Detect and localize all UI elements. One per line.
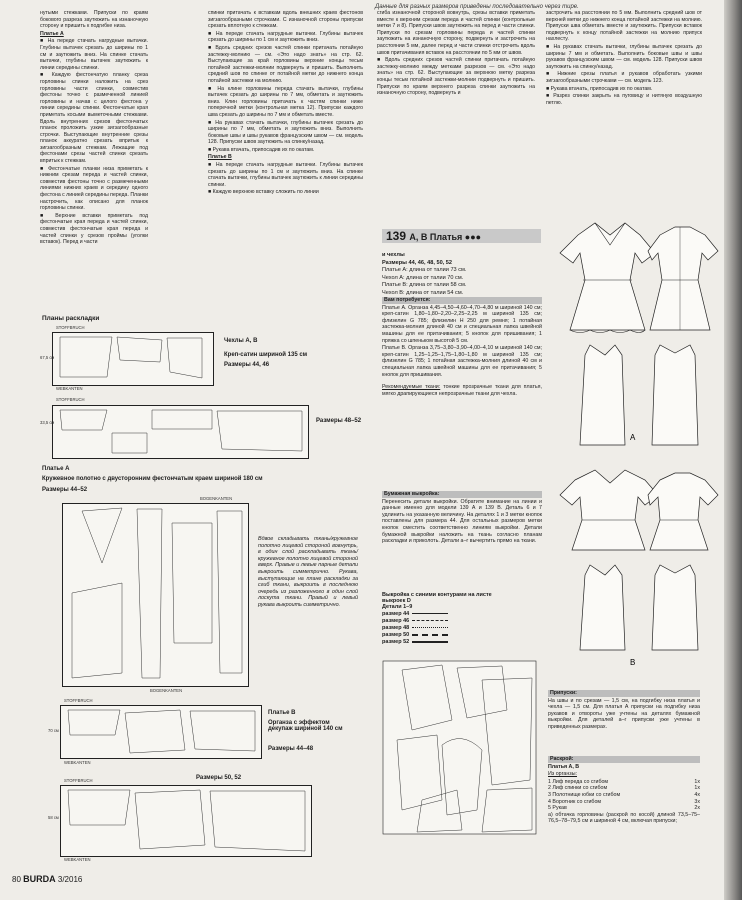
cutting-item-qty: 1х: [694, 785, 700, 792]
dim-label: 33,5 см: [40, 420, 55, 425]
cutting-item-qty: 1х: [694, 778, 700, 785]
dim-label: 70 см: [48, 728, 59, 733]
legend-size-label: размер 52: [382, 638, 410, 645]
col4-para: ■ Нижние срезы платья и рукавов обработать узкими зигзагообразными строчками — см. модель 123.: [546, 71, 702, 84]
page-gutter-shadow: [724, 0, 742, 900]
text-column-3: [377, 10, 535, 98]
legend-size-row: [382, 610, 532, 617]
plan-sizes-a: Размеры 44–52: [42, 487, 88, 493]
cutting-heading: Раскрой:: [548, 756, 700, 763]
plan1-pieces: [52, 332, 212, 384]
col1-para: ■ Фестончатые планки низа приметать к нижним срезам переда и частей спинки, совместив фестоны точно с размеченными линиями нижних краев и середину одного фестона с линией середины переда. Планки настрочить, как описано для планок горловины спинки.: [40, 166, 148, 212]
col2-para: ■ Рукава втачать, припосадив их по окатам.: [208, 147, 363, 154]
figure-label-b: В: [630, 658, 636, 667]
cutting-sub: Платья А, В: [548, 763, 580, 770]
model-sizes: Размеры 44, 46, 48, 50, 52: [382, 259, 453, 266]
model-info: [382, 252, 542, 298]
dress-illustrations: [550, 205, 720, 675]
selvage-label: WEBKANTEN: [56, 386, 83, 391]
cutting-item: [548, 799, 700, 806]
selvage-label: WEBKANTEN: [64, 760, 91, 765]
dim-label: 67,5 см: [40, 355, 55, 360]
plan-chehly-label: Чехлы А, В: [224, 338, 258, 344]
legend-line: [412, 620, 448, 621]
col2-para: спинки притачать к вставкам вдоль внешних краев фестонов зигзагообразными строчками. С изнаночной стороны припуски срезать вплотную к стежкам.: [208, 10, 363, 30]
cutting-note: а) обтачка горловины (раскрой по косой) длиной 73,5–75–76,5–78–79,5 см и шириной 4 см, включая припуски;: [548, 811, 700, 825]
col2-para: ■ Каждую верхнюю вставку сложить по линии: [208, 189, 363, 196]
col2-para: ■ На переде стачать нагрудные вытачки. Глубины вытачек срезать до ширины по 1 см и заутюжить вниз. На спинке стачать вытачки, глубины вытачек заутюжить к линии середины спинки.: [208, 162, 363, 188]
scalloped-edge-label: BOGENKANTEN: [150, 688, 183, 693]
needs-heading: Вам потребуется:: [382, 297, 542, 304]
col2-para: ■ На переде стачать нагрудные вытачки. Глубины вытачек срезать до ширины по 1 см и заутюжить вниз.: [208, 31, 363, 44]
legend-size-label: размер 44: [382, 610, 410, 617]
allowances-text: На швы и по срезам — 1,5 см, на подгибку низа платья и чехла — 1,5 см. Для платья А припуски на подгибку низа рукавов и отвороты уже учтены на деталях бумажной выкройки. Для деталей а–г припуски уже учтены в приведенных размерах.: [548, 697, 700, 730]
allowances-section: [548, 690, 700, 732]
col1-para: ■ Верхние вставки приметать под фестончатые края переда и частей спинки, совместив фестончатые края переда и частей спинки у срезов проймы (уголки вставок). Перед и части: [40, 213, 148, 246]
model-title-bar: [382, 229, 541, 243]
plans-title: Планы раскладки: [42, 315, 100, 322]
cutting-item-name: 3 Полотнище юбки со сгибом: [548, 791, 621, 798]
plan-b2-pieces: [60, 785, 310, 855]
legend-size-row: [382, 638, 532, 645]
needs-dress-b: Платье В. Органза 3,75–3,80–3,90–4,00–4,10 м шириной 140 см; креп-сатин 1,25–1,25–1,75–1,80–1,80 м шириной 135 см; флизелин G 785; 1 потайная застежка-молния длиной 40 см и специальная лапка швейной машины для ее притачивания; 5 кнопок для пришивания.: [382, 345, 542, 378]
legend-size-label: размер 50: [382, 631, 410, 638]
selvage-label: WEBKANTEN: [64, 857, 91, 862]
plan-fabric-1: Креп-сатин шириной 135 см: [224, 352, 308, 358]
model-subtitle: и чехлы: [382, 252, 405, 258]
dim-label: 58 см: [48, 815, 59, 820]
plan-sizes-b: Размеры 44–48: [268, 746, 314, 752]
model-title: А, В Платья ●●●: [409, 232, 482, 242]
cutting-item-name: 1 Лиф переда со сгибом: [548, 778, 609, 785]
cutting-section: [548, 756, 700, 826]
rec-fabrics-label: Рекомендуемые ткани:: [382, 384, 441, 391]
pattern-legend: [382, 592, 532, 645]
plan2-pieces: [52, 405, 307, 457]
col3-para: ■ Вдоль средних срезов частей спинки притачать потайную застежку-молнию между метками разрезов — см. «Это надо знать» на стр. 62. Выступающие за верхнюю метку разреза концы тесьм потайной застежки-молнии подвернуть и пришить. Припуски по краям верхнего разреза спинки заутюжить на изнаночную сторону, подвернуть и: [377, 57, 535, 97]
text-column-2: [208, 10, 363, 197]
pattern-heading: Бумажная выкройка:: [382, 491, 542, 498]
model-length: Чехол А: длина от талии 70 см.: [382, 274, 464, 281]
plan-sizes-1: Размеры 44, 46: [224, 362, 270, 368]
brand-name: BURDA: [23, 874, 56, 884]
cutting-item: [548, 792, 700, 799]
model-length: Платье В: длина от талии 58 см.: [382, 282, 467, 289]
legend-parts: Детали 1–9: [382, 604, 413, 610]
scalloped-edge-label: BOGENKANTEN: [200, 496, 233, 501]
cutting-item-qty: 4х: [694, 791, 700, 798]
legend-size-row: [382, 617, 532, 624]
cutting-item: [548, 805, 700, 812]
issue-number: 3/2016: [57, 875, 83, 884]
allowances-heading: Припуски:: [548, 690, 700, 697]
paper-pattern-section: [382, 491, 542, 546]
cutting-item-name: 5 Рукав: [548, 805, 567, 812]
fold-label: STOFFBRUCH: [56, 325, 85, 330]
col1-para: ■ Каждую фестончатую планку среза горловины спинки наложить на срез горловины части спинки, совместив фестоны точно с размеченной линией горловины и начав с целого фестона у линии середины спинки. Фестончатые края приметать косыми выметочными стежками. Вдоль внутренних срезов фестончатых планок проложить узкие зигзагообразные строчки. Выступающие внутренние срезы планок аккуратно срезать впритык к зигзагообразным стежкам. Лежащие под фестонами срезы частей спинки срезать впритык к стежкам.: [40, 72, 148, 164]
legend-line: [412, 641, 448, 643]
pattern-text: Перенесить детали выкройки. Обратите внимание на линии и данные именно для модели 139 А и 139 В. Деталь 6 и 7 удлинить на указанную величину. На деталях 1 и 3 метки кнопок поставлены для размера 44. Для остальных размеров метки кнопок сместить соответственно линиям выкройки. Детали бумажной выкройки наложить на ткань согласно планам раскладки и приколоть. Детали а–г вычертить прямо на ткани.: [382, 498, 542, 545]
plan-note: Вдвое складывать ткань/кружевное полотно лицевой стороной вовнутрь, в один слой раскладывать ткань/кружевное полотно лицевой стороной вверх. Правые и левые парные детали выкроить симметрично. Рукава, выступающие на плане раскладки за сгиб ткани, выкроить в последнюю очередь из разложенного в один слой лоскута ткани. Правый и левый рукава выкроить симметрично.: [258, 536, 358, 608]
page-number: 80: [12, 875, 21, 884]
plan-a-pieces: [62, 503, 247, 685]
cutting-item-qty: 2х: [694, 805, 700, 812]
col1-intro: нутыми стежками. Припуски по краям бокового разреза заутюжить на изнаночную сторону и пришить к подгибке низа.: [40, 10, 148, 30]
needs-section: [382, 297, 542, 398]
plan-dress-b: Платье В: [268, 710, 296, 716]
cutting-item-qty: 3х: [694, 798, 700, 805]
cutting-item-name: 4 Воротник со сгибом: [548, 798, 602, 805]
legend-line: [412, 627, 448, 628]
col4-para: ■ Разрез спинки закрыть на пуговицу и нитяную воздушную петлю.: [546, 93, 702, 106]
col4-para: ■ Рукава втачать, припосадив их по окатам.: [546, 86, 702, 93]
fold-label: STOFFBRUCH: [64, 778, 93, 783]
model-length: Платье А: длина от талии 73 см.: [382, 267, 467, 274]
pattern-sheet-diagram: [382, 660, 537, 835]
plan-b1-pieces: [60, 705, 260, 757]
plan-sizes-b2: Размеры 50, 52: [196, 775, 242, 781]
plan-fabric-a: Кружевное полотно с двусторонним фестончатым краем шириной 180 см: [42, 476, 263, 482]
rec-fabrics-text: тонкие прозрачные ткани для платья, мягко драпирующиеся непрозрачные ткани для чехла.: [382, 384, 542, 397]
legend-size-label: размер 48: [382, 624, 410, 631]
page-footer: [12, 874, 82, 884]
legend-title: Выкройка с синими контурами на листе выкроек D: [382, 592, 492, 604]
col4-para: застрочить на расстоянии по 5 мм. Выполнить средний шов от верхней метки до нижнего конца потайной застежки на молнию. Припуски шва обметать вместе и заутюжить. Припуски вставок подвернуть к концу потайной застежки на молнию припуск нахлесту.: [546, 10, 702, 43]
col2-para: ■ Вдоль средних срезов частей спинки притачать потайную застежку-молнию — см. «Это надо знать» на стр. 62. Выступающие за край горловины верхние концы тесьм потайной застежки-молнии подвернуть и пришить. Выполнить средний шов по спинке от потайной метки до нижнего конца потайной застежки на молнию.: [208, 45, 363, 85]
col2-heading: Платье В: [208, 154, 232, 161]
page-header-note: Данные для разных размеров приведены последовательно через тире.: [375, 4, 579, 10]
plan-dress-a: Платье А: [42, 466, 70, 472]
col3-para: сгиба изнаночной стороной вовнутрь, срезы вставки приметать вместе к верхним срезам переда и частей спинки (контрольные метки 7 и 8). Припуски швов заутюжить на перед и части спинки. Припуски по срезам горловины переда и частей спинки заутюжить на изнаночную сторону, подвернуть и застрочить на расстоянии 5 мм, далее перед и части спинки отстрочить вдоль швов притачивания вставок на расстоянии по 5 мм от швов.: [377, 10, 535, 56]
model-length: Чехол В: длина от талии 54 см.: [382, 289, 464, 296]
plan-fabric-b: Органза с эффектом декупаж шириной 140 см: [268, 720, 343, 732]
legend-size-label: размер 46: [382, 617, 410, 624]
cutting-item: [548, 785, 700, 792]
cutting-item-name: 2 Лиф спинки со сгибом: [548, 785, 608, 792]
plan-sizes-2: Размеры 48–52: [316, 418, 362, 424]
legend-line: [412, 634, 448, 636]
text-column-1: [40, 10, 148, 247]
text-column-4: [546, 10, 702, 107]
col4-para: ■ На рукавах стачать вытачки, глубины вытачек срезать до ширины 7 мм и обметать. Выполнить боковые швы и швы рукавов французским швом — см. модель 128. Припуски швов заутюжить на спинку/назад.: [546, 44, 702, 70]
legend-size-row: [382, 631, 532, 638]
legend-line: [412, 613, 448, 614]
figure-label-a: А: [630, 433, 636, 442]
model-number: 139: [386, 229, 407, 243]
col1-heading: Платье А: [40, 30, 64, 37]
fold-label: STOFFBRUCH: [56, 397, 85, 402]
col2-para: ■ На рукавах стачать вытачки, глубины вытачек срезать до ширины по 7 мм, обметать и заутюжить вниз. Выполнить боковые швы и швы рукавов французским швом — см. модель 128. Припуски швов заутюжить на спинку/назад.: [208, 120, 363, 146]
col2-para: ■ На клине горловины переда стачать вытачки, глубины вытачек срезать до ширины по 7 мм, обметать и заутюжить вниз. Клин горловины притачать к частям спинки ниже поперечной метки (контрольная метка 12). Припуски каждого шва срезать до ширины по 7 мм и обметать вместе.: [208, 86, 363, 119]
col1-para: ■ На переде стачать нагрудные вытачки. Глубины вытачек срезать до ширины по 1 см и заутюжить вниз. На спинке стачать вытачки, глубины вытачек заутюжить к линии середины спинки.: [40, 38, 148, 71]
fold-label: STOFFBRUCH: [64, 698, 93, 703]
needs-dress-a: Платье А. Органза 4,45–4,50–4,60–4,70–4,80 м шириной 140 см; креп-сатин 1,80–1,80–2,20–2,25–2,25 м шириной 135 см; флизелин G 785; флизелин Н 250 для ремня; 1 потайная застежка-молния длиной 40 см и специальная лапка швейной машины для ее притачивания; 5 кнопок для пришивания; 1 пряжка со шпеньком высотой 5 см.: [382, 304, 542, 344]
cutting-from: Из органзы:: [548, 771, 577, 778]
legend-size-row: [382, 624, 532, 631]
cutting-item: [548, 779, 700, 786]
